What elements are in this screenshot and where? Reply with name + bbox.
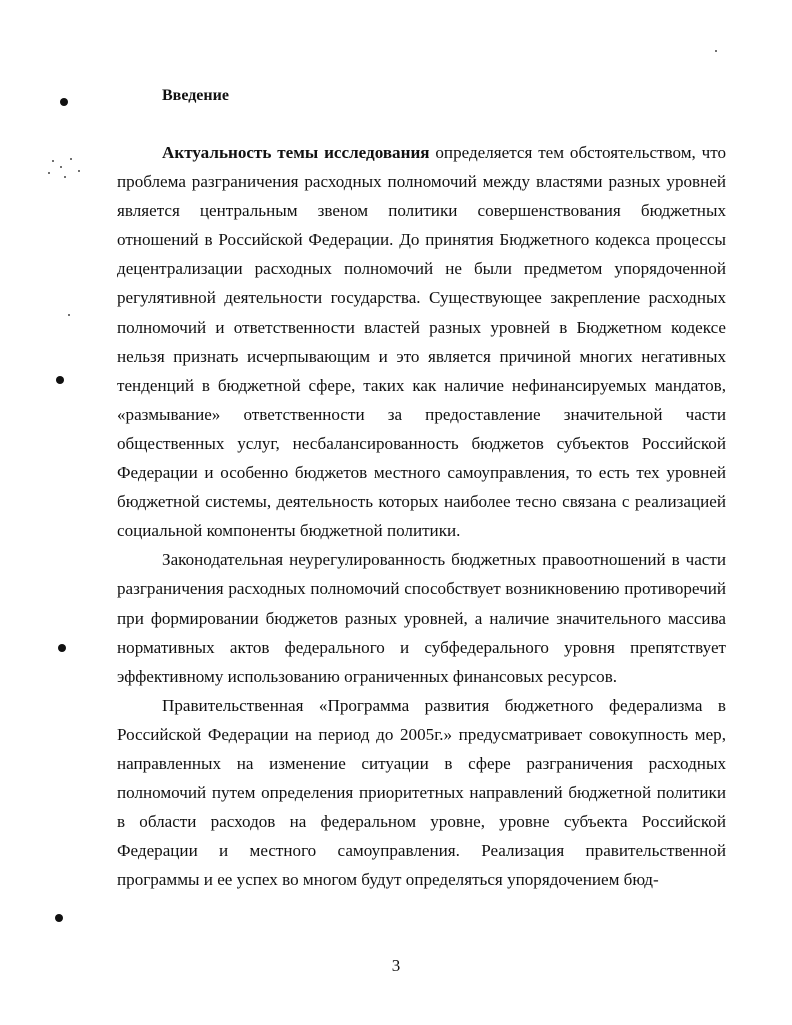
scan-speck <box>48 172 50 174</box>
paragraph <box>117 691 726 895</box>
section-heading: Введение <box>162 87 229 104</box>
binding-hole-mark <box>56 376 64 384</box>
paragraph <box>117 545 726 690</box>
paragraph <box>117 138 726 545</box>
binding-hole-mark <box>60 98 68 106</box>
binding-hole-mark <box>55 914 63 922</box>
paragraph-text: Законодательная неурегулированность бюджетных правоотношений в части разграничения расходных полномочий способствует возникновению противоречий при формировании бюджетов разных уровней, а наличие значительного массива нормативных актов федерального и субфедерального уровня препятствует эффективному использованию ограниченных финансовых ресурсов. <box>117 550 726 686</box>
scan-speck <box>68 314 70 316</box>
scan-speck <box>52 160 54 162</box>
scan-speck <box>715 50 717 52</box>
scan-speck <box>64 176 66 178</box>
paragraph-text: определяется тем обстоятельством, что проблема разграничения расходных полномочий между властями разных уровней является центральным звеном политики совершенствования бюджетных отношений в Российской Федерации. До принятия Бюджетного кодекса процессы децентрализации расходных полномочий не были предметом упорядоченной регулятивной деятельности государства. Существующее закрепление расходных полномочий и ответственности властей разных уровней в Бюджетном кодексе нельзя признать исчерпывающим и это является причиной многих негативных тенденций в бюджетной сфере, таких как наличие нефинансируемых мандатов, «размывание» ответственности за предоставление значительной части общественных услуг, несбалансированность бюджетов субъектов Российской Федерации и особенно бюджетов местного самоуправления, то есть тех уровней бюджетной системы, деятельность которых наиболее тесно связана с реализацией социальной компоненты бюджетной политики. <box>117 143 727 541</box>
paragraph-lead: Актуальность темы исследования <box>162 143 430 162</box>
scan-speck <box>60 166 62 168</box>
scan-speck <box>70 158 72 160</box>
paragraph-text: Правительственная «Программа развития бюджетного федерализма в Российской Федерации на период до 2005г.» предусматривает совокупность мер, направленных на изменение ситуации в сфере разграничения расходных полномочий путем определения приоритетных направлений бюджетной политики в области расходов на федеральном уровне, уровне субъекта Российской Федерации и местного самоуправления. Реализация правительственной программы и ее успех во многом будут определяться упорядочением бюд- <box>117 695 726 890</box>
page-number: 3 <box>391 956 401 975</box>
binding-hole-mark <box>58 644 66 652</box>
scan-speck <box>78 170 80 172</box>
body-text <box>117 138 726 894</box>
